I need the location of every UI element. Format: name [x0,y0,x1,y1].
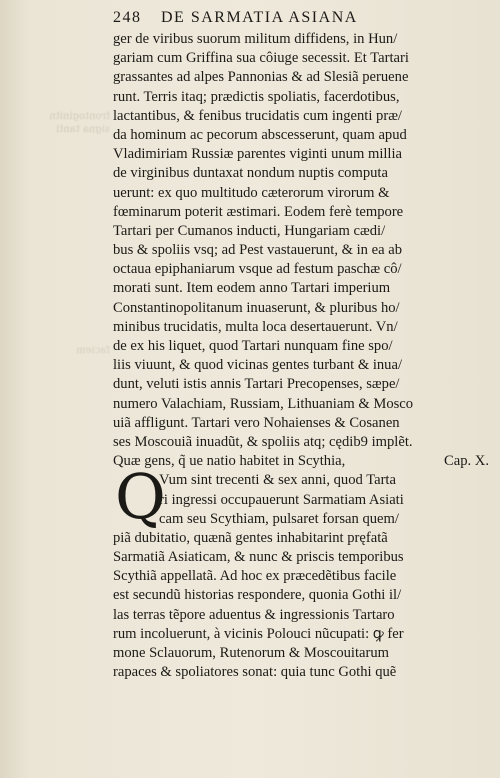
paragraph-before-chapter [113,30,491,452]
text-line: bus & spoliis vsq; ad Pest vastauerunt, & in ea ab [113,242,403,259]
text-line: est secundũ historias respondere, quonia Gothi il/ [113,587,402,604]
text-line: liis viuunt, & quod vicinas gentes turbant & inua/ [113,357,403,374]
text-line: Constantinopolitanum inuaserunt, & pluribus ho/ [113,299,400,316]
text-line: Scythiã appellatã. Ad hoc ex præcedẽtibus facile [113,568,397,585]
text-line: de ex his liquet, quod Tartari nunquam fine spo/ [113,338,393,354]
running-title: DE SARMATIA ASIANA [161,9,358,26]
paragraph-after-chapter [113,529,491,683]
text-line: Vladimiriam Russiæ parentes viginti unum millia [113,146,403,163]
text-line: piã dubitatio, quænã gentes inhabitarint pręfatã [113,529,388,546]
text-line: uiã affligunt. Tartari vero Nohaienses & Cosanen [113,414,400,431]
chapter-heading [113,452,491,471]
drop-cap-initial: Q [115,460,166,534]
text-line: Vum sint trecenti & sex anni, quod Tarta [159,472,396,489]
text-line: numero Valachiam, Russiam, Lithuaniam & Mosco [113,395,414,412]
text-line: Sarmatiã Asiaticam, & nunc & priscis temporibus [113,549,404,566]
text-line: dunt, veluti istis annis Tartari Precopenses, sæpe/ [113,376,400,393]
text-line: ger de viribus suorum militum diffidens, in Hun/ [113,31,398,47]
text-line: lactantibus, & fenibus trucidatis cum ingenti præ/ [113,107,402,124]
page-number: 248 [113,9,142,26]
text-line: uerunt: ex quo multitudo cæterorum virorum & [113,184,390,201]
running-header [113,6,491,30]
text-line: da hominum ac pecorum abscesserunt, quam apud [113,126,407,143]
text-line: fœminarum poterit æstimari. Eodem ferè tempore [113,203,404,220]
text-line: runt. Terris itaq; prædictis spoliatis, facerdotibus, [113,88,400,105]
text-line: mone Sclauorum, Rutenorum & Moscouitarum [113,645,390,661]
chapter-label: Cap. X. [444,453,489,470]
text-line: morati sunt. Item eodem anno Tartari imperium [113,280,391,297]
chapter-heading-text: Quæ gens, q̃ ue natio habitet in Scythia, [113,453,346,470]
text-line: grassantes ad alpes Pannonias & ad Slesiã peruene [113,69,409,86]
text-line: octaua epiphaniarum vsque ad festum paschæ cô/ [113,261,402,278]
bleed-through-text-lower: faciem [76,345,110,356]
text-line: Tartari per Cumanos inducti, Hungariam cædi/ [113,222,386,239]
text-line: las terras tẽpore aduentus & ingressionis Tartaro [113,606,395,623]
text-line: rapaces & spoliatores sonat: quia tunc Gothi quẽ [113,664,397,681]
text-line: de virginibus duntaxat nondum nuptis computa [113,165,388,182]
text-line: ri ingressi occupauerunt Sarmatiam Asiati [159,491,404,508]
text-line: ses Moscouiã inuadũt, & spoliis atq; cędib9 implẽt. [113,433,413,450]
text-line: minibus trucidatis, multa loca desertauerunt. Vn/ [113,318,398,335]
text-line: gariam cum Griffina sua côiuge secessit. Et Tartari [113,50,409,67]
bleed-through-text-upper: frontoginitn signa tanti [49,111,110,135]
text-block [113,6,491,682]
text-line: rum incoluerunt, à vicinis Polouci nũcupati: ꝙ fer [113,625,404,642]
text-line: cam seu Scythiam, pulsaret forsan quem/ [159,510,399,527]
